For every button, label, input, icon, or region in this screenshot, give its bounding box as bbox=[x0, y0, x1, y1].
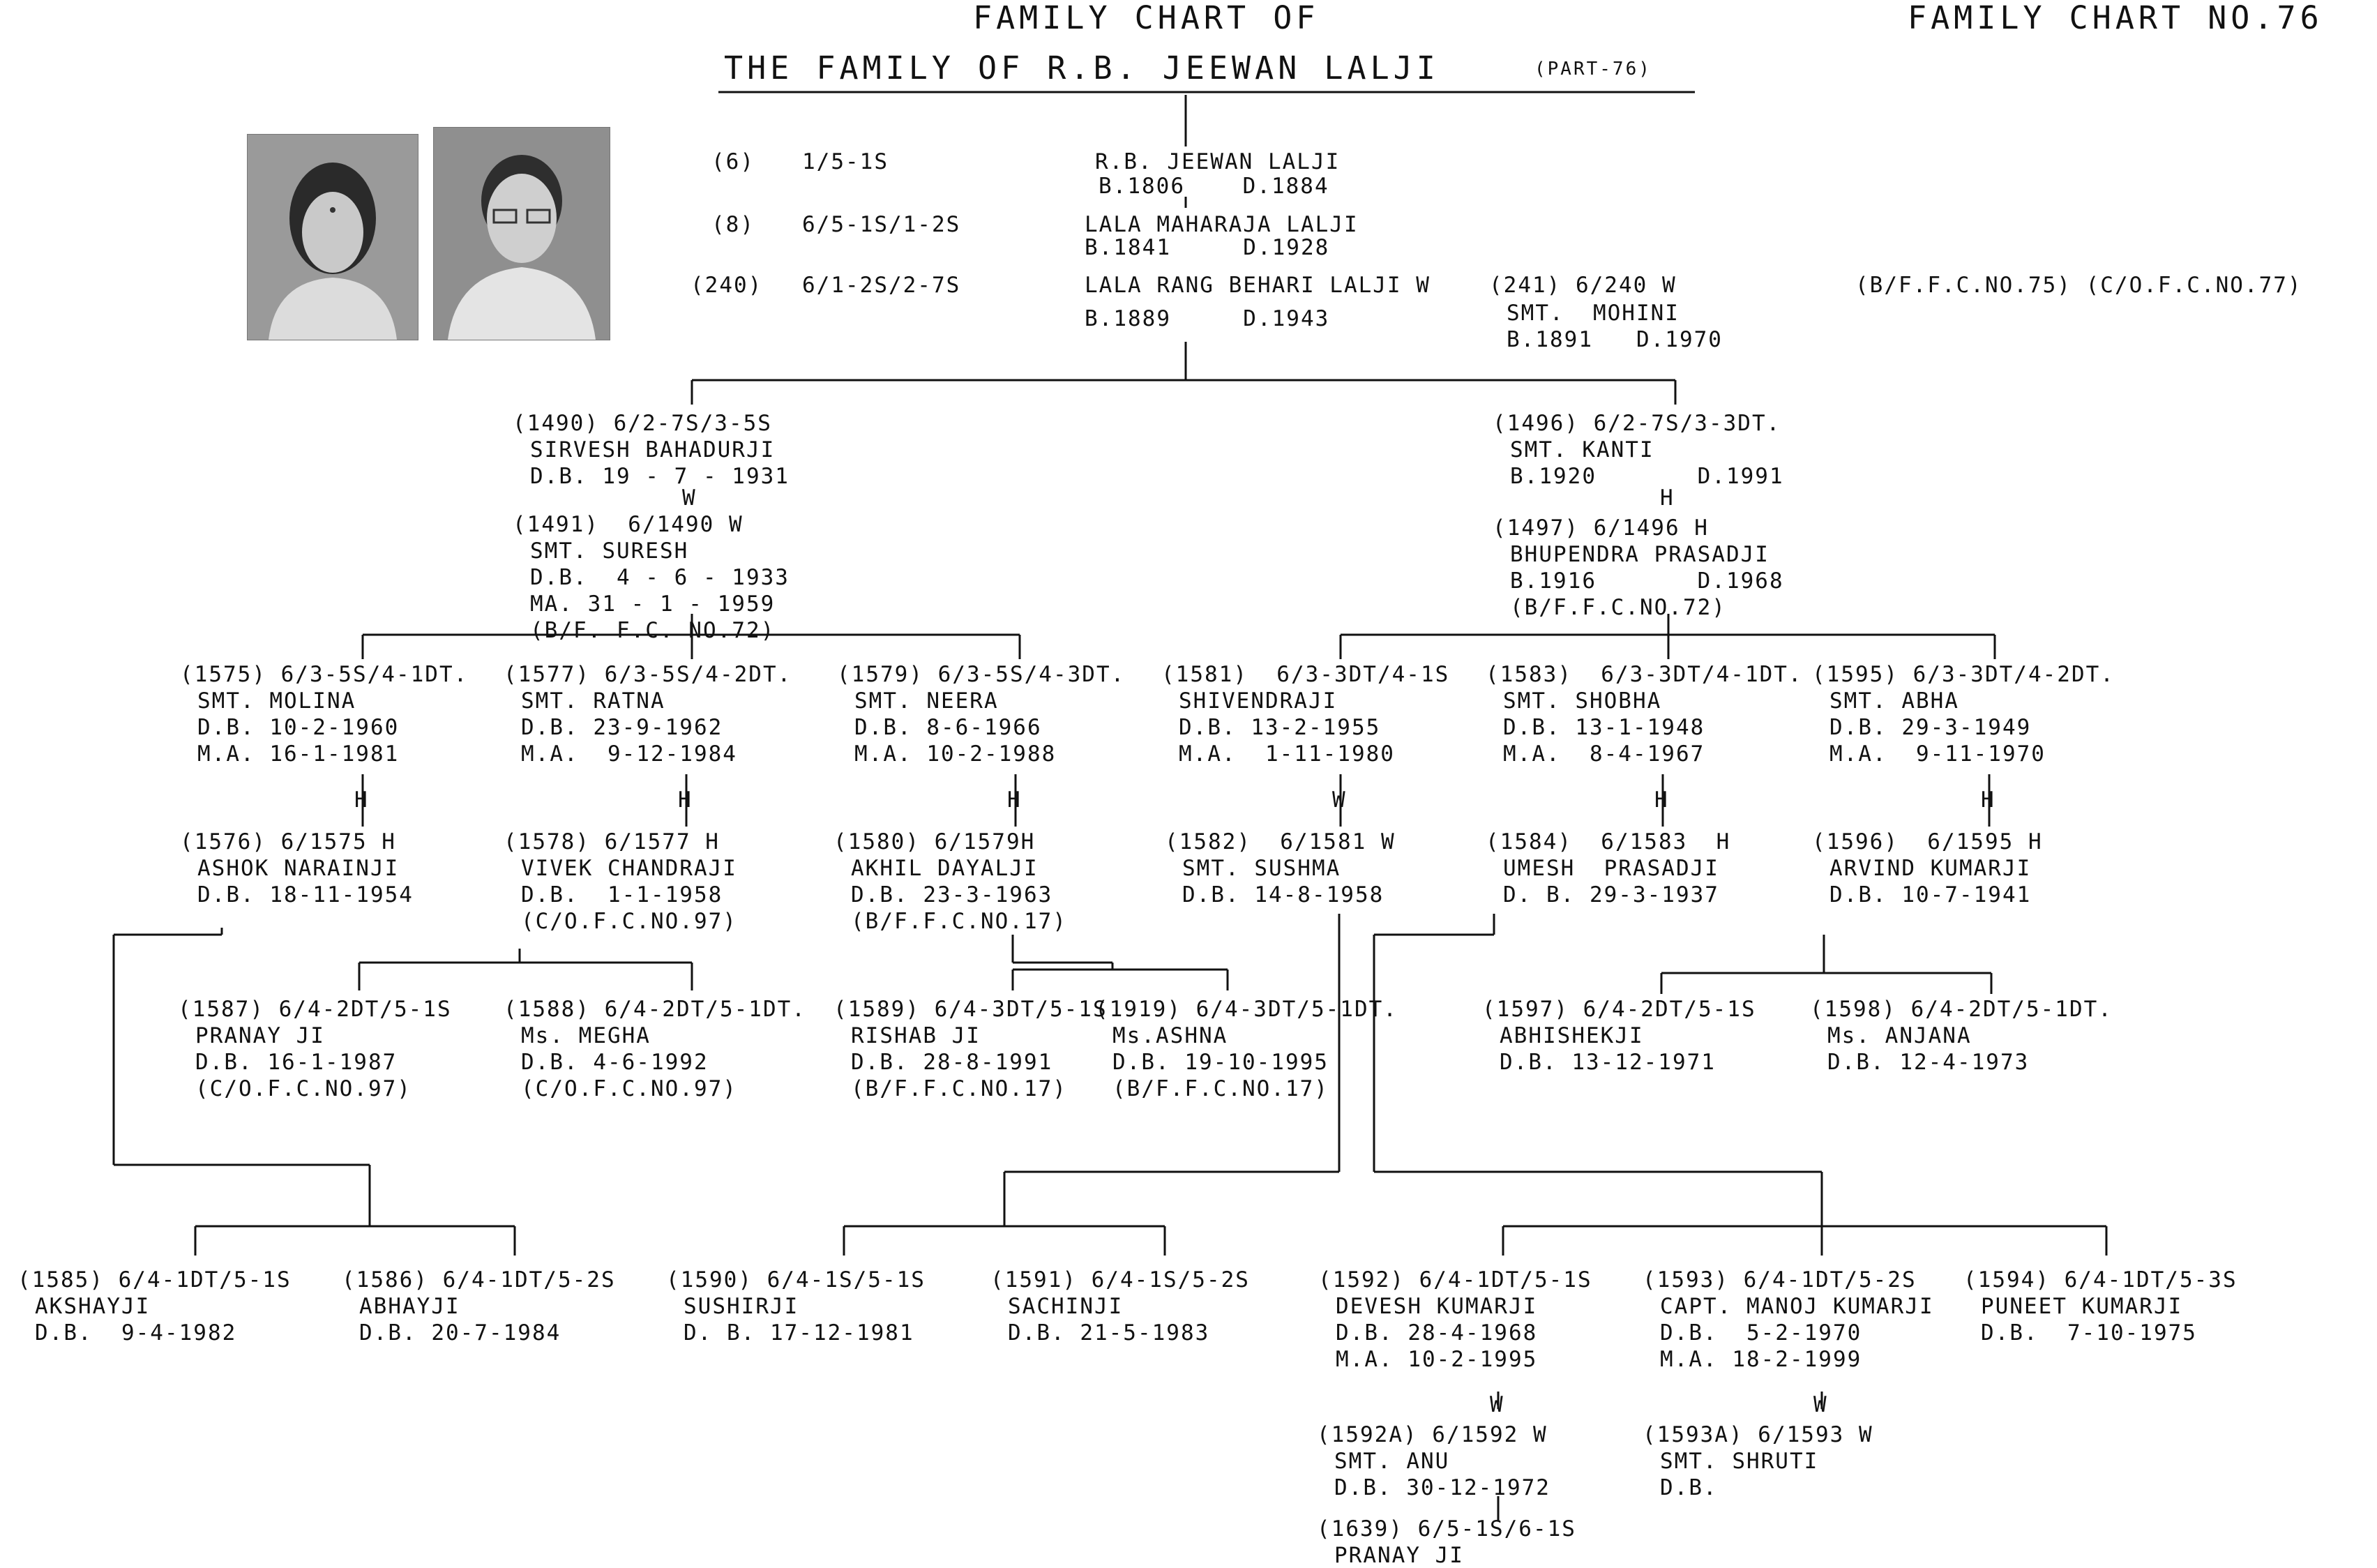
portrait-photo-icon bbox=[434, 128, 610, 340]
ancestor-ref: (8) bbox=[711, 212, 755, 237]
person-name: SMT. ABHA bbox=[1829, 688, 1959, 714]
person-detail: D.B. 23-3-1963 bbox=[851, 882, 1053, 907]
person-detail: D.B. 14-8-1958 bbox=[1182, 882, 1384, 907]
ancestor-code: 6/1-2S/2-7S bbox=[802, 273, 961, 298]
person-name: BHUPENDRA PRASADJI bbox=[1510, 542, 1769, 567]
person-detail: D.B. 13-1-1948 bbox=[1503, 715, 1705, 740]
person-name: Ms. MEGHA bbox=[521, 1023, 651, 1048]
person-detail: M.A. 10-2-1988 bbox=[854, 741, 1057, 767]
husband-mark: H bbox=[354, 787, 369, 813]
person-detail: D.B. 10-7-1941 bbox=[1829, 882, 2032, 907]
person-detail: D.B. bbox=[1660, 1475, 1718, 1500]
husband-mark: H bbox=[1660, 485, 1675, 511]
person-code: (1597) 6/4-2DT/5-1S bbox=[1482, 997, 1756, 1022]
person-detail: D.B. 19 - 7 - 1931 bbox=[530, 464, 790, 489]
person-detail: D.B. 13-12-1971 bbox=[1500, 1050, 1716, 1075]
person-detail: D.B. 8-6-1966 bbox=[854, 715, 1042, 740]
person-code: (1592) 6/4-1DT/5-1S bbox=[1318, 1267, 1592, 1292]
person-detail: D. B. 17-12-1981 bbox=[684, 1320, 914, 1345]
person-detail: D.B. 4 - 6 - 1933 bbox=[530, 565, 790, 590]
ancestor-dates: B.1841 D.1928 bbox=[1085, 235, 1330, 260]
person-name: SMT. SHRUTI bbox=[1660, 1449, 1819, 1474]
person-name: SIRVESH BAHADURJI bbox=[530, 437, 776, 462]
person-code: (1496) 6/2-7S/3-3DT. bbox=[1493, 411, 1781, 436]
person-name: PUNEET KUMARJI bbox=[1981, 1294, 2183, 1319]
person-detail: D.B. 18-11-1954 bbox=[197, 882, 414, 907]
person-name: CAPT. MANOJ KUMARJI bbox=[1660, 1294, 1934, 1319]
person-name: PRANAY JI bbox=[1334, 1543, 1464, 1568]
ancestor-name: LALA MAHARAJA LALJI bbox=[1085, 212, 1359, 237]
person-code: (1592A) 6/1592 W bbox=[1317, 1422, 1548, 1447]
person-detail: D.B. 19-10-1995 bbox=[1112, 1050, 1329, 1075]
person-code: (1490) 6/2-7S/3-5S bbox=[513, 411, 772, 436]
person-code: (1587) 6/4-2DT/5-1S bbox=[178, 997, 452, 1022]
person-name: DEVESH KUMARJI bbox=[1336, 1294, 1538, 1319]
wife-mark: W bbox=[1813, 1392, 1828, 1417]
person-code: (1590) 6/4-1S/5-1S bbox=[666, 1267, 926, 1292]
person-name: AKHIL DAYALJI bbox=[851, 856, 1039, 881]
person-detail: M.A. 8-4-1967 bbox=[1503, 741, 1705, 767]
person-detail: D.B. 23-9-1962 bbox=[521, 715, 723, 740]
spouse-dates: B.1891 D.1970 bbox=[1507, 327, 1723, 352]
ancestor-name: LALA RANG BEHARI LALJI W bbox=[1085, 273, 1431, 298]
person-detail: (B/F. F.C. NO.72) bbox=[530, 618, 776, 643]
person-name: Ms.ASHNA bbox=[1112, 1023, 1228, 1048]
person-name: SUSHIRJI bbox=[684, 1294, 799, 1319]
woman-portrait-photo bbox=[247, 134, 418, 340]
person-detail: D.B. 10-2-1960 bbox=[197, 715, 400, 740]
chart-number: FAMILY CHART NO.76 bbox=[1908, 0, 2323, 36]
wife-mark: W bbox=[1490, 1392, 1504, 1417]
person-detail: D.B. 29-3-1949 bbox=[1829, 715, 2032, 740]
person-name: SMT. RATNA bbox=[521, 688, 665, 714]
person-code: (1578) 6/1577 H bbox=[504, 829, 720, 854]
person-code: (1581) 6/3-3DT/4-1S bbox=[1161, 662, 1450, 687]
person-detail: D.B. 5-2-1970 bbox=[1660, 1320, 1862, 1345]
person-name: SMT. NEERA bbox=[854, 688, 999, 714]
person-code: (1591) 6/4-1S/5-2S bbox=[990, 1267, 1250, 1292]
title-line-2: THE FAMILY OF R.B. JEEWAN LALJI bbox=[724, 50, 1440, 86]
person-detail: M.A. 1-11-1980 bbox=[1179, 741, 1395, 767]
person-detail: D. B. 29-3-1937 bbox=[1503, 882, 1719, 907]
person-name: VIVEK CHANDRAJI bbox=[521, 856, 737, 881]
person-detail: M.A. 9-11-1970 bbox=[1829, 741, 2046, 767]
person-detail: (B/F.F.C.NO.72) bbox=[1510, 595, 1726, 620]
person-detail: D.B. 20-7-1984 bbox=[359, 1320, 561, 1345]
person-name: SMT. ANU bbox=[1334, 1449, 1450, 1474]
person-detail: D.B. 13-2-1955 bbox=[1179, 715, 1381, 740]
person-detail: (B/F.F.C.NO.17) bbox=[1112, 1076, 1329, 1101]
person-detail: D.B. 9-4-1982 bbox=[35, 1320, 237, 1345]
ancestor-code: 1/5-1S bbox=[802, 149, 889, 174]
person-detail: D.B. 7-10-1975 bbox=[1981, 1320, 2197, 1345]
person-detail: (C/O.F.C.NO.97) bbox=[195, 1076, 412, 1101]
person-code: (1594) 6/4-1DT/5-3S bbox=[1963, 1267, 2238, 1292]
person-name: SMT. KANTI bbox=[1510, 437, 1654, 462]
person-detail: M.A. 18-2-1999 bbox=[1660, 1347, 1862, 1372]
person-code: (1586) 6/4-1DT/5-2S bbox=[342, 1267, 616, 1292]
person-detail: D.B. 16-1-1987 bbox=[195, 1050, 398, 1075]
person-code: (1589) 6/4-3DT/5-1S bbox=[833, 997, 1108, 1022]
person-code: (1588) 6/4-2DT/5-1DT. bbox=[504, 997, 806, 1022]
person-name: ABHISHEKJI bbox=[1500, 1023, 1644, 1048]
person-name: Ms. ANJANA bbox=[1827, 1023, 1972, 1048]
person-name: SMT. SUSHMA bbox=[1182, 856, 1341, 881]
person-code: (1580) 6/1579H bbox=[833, 829, 1036, 854]
spouse-head: (241) 6/240 W bbox=[1489, 273, 1677, 298]
person-detail: MA. 31 - 1 - 1959 bbox=[530, 591, 776, 617]
husband-mark: H bbox=[678, 787, 693, 813]
person-name: PRANAY JI bbox=[195, 1023, 325, 1048]
man-portrait-photo bbox=[433, 127, 610, 340]
person-detail: (B/F.F.C.NO.17) bbox=[851, 1076, 1067, 1101]
husband-mark: H bbox=[1654, 787, 1669, 813]
person-detail: D.B. 21-5-1983 bbox=[1008, 1320, 1210, 1345]
person-detail: D.B. 12-4-1973 bbox=[1827, 1050, 2030, 1075]
person-code: (1596) 6/1595 H bbox=[1812, 829, 2043, 854]
person-code: (1595) 6/3-3DT/4-2DT. bbox=[1812, 662, 2115, 687]
person-code: (1584) 6/1583 H bbox=[1486, 829, 1731, 854]
ancestor-code: 6/5-1S/1-2S bbox=[802, 212, 961, 237]
person-detail: B.1920 D.1991 bbox=[1510, 464, 1784, 489]
person-detail: (B/F.F.C.NO.17) bbox=[851, 909, 1067, 934]
person-name: SMT. SURESH bbox=[530, 538, 689, 564]
person-name: ABHAYJI bbox=[359, 1294, 460, 1319]
person-name: ARVIND KUMARJI bbox=[1829, 856, 2032, 881]
title-line-1: FAMILY CHART OF bbox=[973, 0, 1320, 36]
person-name: SMT. SHOBHA bbox=[1503, 688, 1662, 714]
person-detail: M.A. 10-2-1995 bbox=[1336, 1347, 1538, 1372]
wife-mark: W bbox=[1332, 787, 1347, 813]
cross-references: (B/F.F.C.NO.75) (C/O.F.C.NO.77) bbox=[1855, 273, 2302, 298]
husband-mark: H bbox=[1981, 787, 1995, 813]
person-detail: (C/O.F.C.NO.97) bbox=[521, 1076, 737, 1101]
person-code: (1497) 6/1496 H bbox=[1493, 515, 1709, 541]
part-label: (PART-76) bbox=[1534, 59, 1652, 80]
person-detail: M.A. 16-1-1981 bbox=[197, 741, 400, 767]
person-code: (1585) 6/4-1DT/5-1S bbox=[17, 1267, 292, 1292]
person-code: (1598) 6/4-2DT/5-1DT. bbox=[1810, 997, 2113, 1022]
person-code: (1575) 6/3-5S/4-1DT. bbox=[180, 662, 469, 687]
person-code: (1639) 6/5-1S/6-1S bbox=[1317, 1516, 1576, 1541]
person-code: (1576) 6/1575 H bbox=[180, 829, 396, 854]
ancestor-ref: (240) bbox=[691, 273, 763, 298]
person-name: ASHOK NARAINJI bbox=[197, 856, 400, 881]
person-code: (1593A) 6/1593 W bbox=[1643, 1422, 1873, 1447]
person-detail: D.B. 1-1-1958 bbox=[521, 882, 723, 907]
person-code: (1582) 6/1581 W bbox=[1165, 829, 1396, 854]
spouse-name: SMT. MOHINI bbox=[1507, 301, 1680, 326]
person-code: (1919) 6/4-3DT/5-1DT. bbox=[1095, 997, 1398, 1022]
ancestor-dates: B.1889 D.1943 bbox=[1085, 306, 1330, 331]
person-detail: D.B. 28-4-1968 bbox=[1336, 1320, 1538, 1345]
person-detail: B.1916 D.1968 bbox=[1510, 568, 1784, 594]
person-code: (1593) 6/4-1DT/5-2S bbox=[1643, 1267, 1917, 1292]
person-name: RISHAB JI bbox=[851, 1023, 981, 1048]
person-detail: D.B. 30-12-1972 bbox=[1334, 1475, 1550, 1500]
ancestor-name: R.B. JEEWAN LALJI bbox=[1095, 149, 1341, 174]
wife-mark: W bbox=[682, 485, 697, 511]
person-name: AKSHAYJI bbox=[35, 1294, 151, 1319]
person-code: (1577) 6/3-5S/4-2DT. bbox=[504, 662, 792, 687]
husband-mark: H bbox=[1007, 787, 1022, 813]
person-code: (1579) 6/3-5S/4-3DT. bbox=[837, 662, 1126, 687]
person-name: SMT. MOLINA bbox=[197, 688, 356, 714]
person-name: SACHINJI bbox=[1008, 1294, 1124, 1319]
person-name: UMESH PRASADJI bbox=[1503, 856, 1719, 881]
person-name: SHIVENDRAJI bbox=[1179, 688, 1338, 714]
person-detail: (C/O.F.C.NO.97) bbox=[521, 909, 737, 934]
ancestor-dates: B.1806 D.1884 bbox=[1099, 174, 1329, 199]
person-detail: D.B. 4-6-1992 bbox=[521, 1050, 709, 1075]
person-detail: M.A. 9-12-1984 bbox=[521, 741, 737, 767]
person-code: (1583) 6/3-3DT/4-1DT. bbox=[1486, 662, 1803, 687]
ancestor-ref: (6) bbox=[711, 149, 755, 174]
person-code: (1491) 6/1490 W bbox=[513, 512, 744, 537]
person-detail: D.B. 28-8-1991 bbox=[851, 1050, 1053, 1075]
portrait-photo-icon bbox=[248, 135, 418, 340]
